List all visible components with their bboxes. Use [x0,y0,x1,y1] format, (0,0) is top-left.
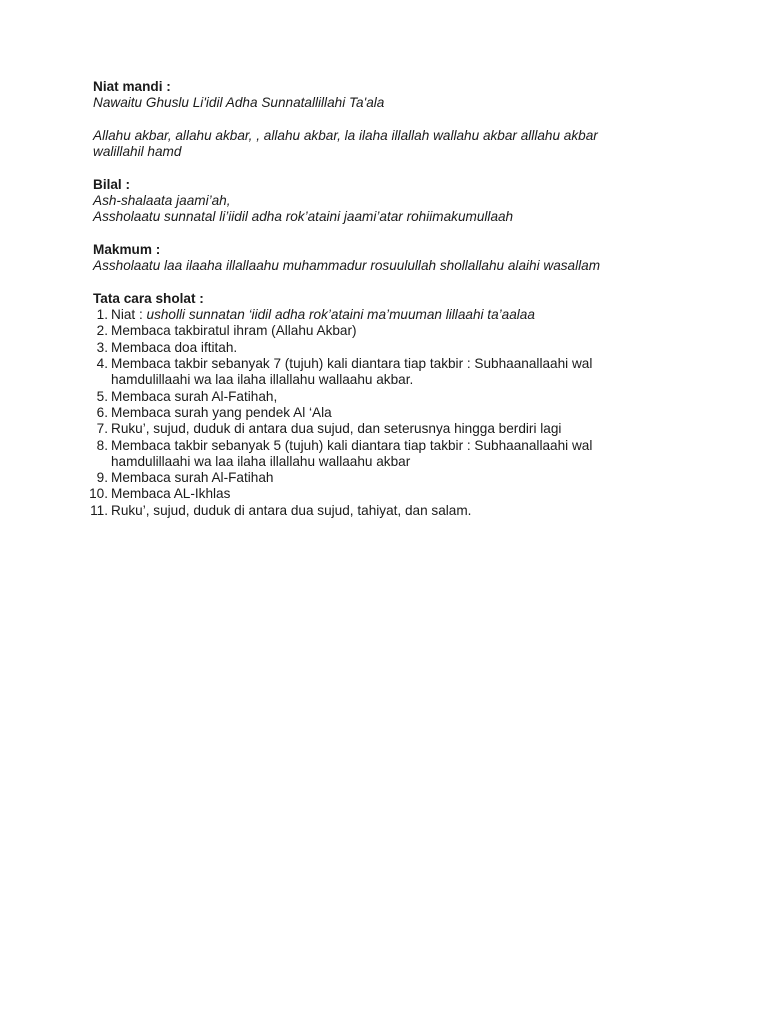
list-item [89,486,693,502]
takbir-line-1: Allahu akbar, allahu akbar, , allahu akbar, la ilaha illallah wallahu akbar alllahu akbar [93,127,598,143]
list-item [93,323,693,339]
tata-cara-heading: Tata cara sholat : [93,290,204,306]
list-item [93,340,693,356]
list-item-text: Ruku’, sujud, duduk di antara dua sujud, dan seterusnya hingga berdiri lagi [111,421,562,437]
niat-mandi-heading: Niat mandi : [93,79,171,94]
document-page [89,79,693,519]
list-item-text: Membaca takbir sebanyak 7 (tujuh) kali diantara tiap takbir : Subhaanallaahi wal [111,356,593,372]
list-item [93,438,693,471]
list-item-number: 5. [96,388,108,404]
takbir-section [93,128,693,161]
tata-cara-list [89,307,693,519]
list-item [93,356,693,389]
list-item-number: 4. [96,356,108,372]
list-item [93,307,693,323]
list-item-number: 2. [96,323,108,339]
list-item-text: usholli sunnatan ‘iidil adha rok’ataini ma’muuman lillaahi ta’aalaa [146,307,535,323]
list-item-text: Membaca surah Al-Fatihah [111,470,274,486]
list-item-text: Membaca surah Al-Fatihah, [111,388,278,404]
takbir-line-2: walillahil hamd [93,144,182,160]
list-item-number: 7. [96,421,108,437]
list-item [93,389,693,405]
list-item [93,405,693,421]
list-item-number: 11. [90,502,108,518]
list-item [90,502,693,519]
bilal-line-1: Ash-shalaata jaami’ah, [93,193,231,209]
list-item-text-continued: hamdulillaahi wa laa ilaha illallahu wallaahu akbar [111,453,411,469]
bilal-line-2: Assholaatu sunnatal li’iidil adha rok’ataini jaami’atar rohiimakumullaah [93,209,514,225]
list-item-text: Ruku’, sujud, duduk di antara dua sujud, tahiyat, dan salam. [111,502,472,518]
niat-mandi-text: Nawaitu Ghuslu Li'idil Adha Sunnatallillahi Ta'ala [93,95,385,111]
list-item-text: Membaca takbiratul ihram (Allahu Akbar) [111,323,357,339]
tata-cara-section [89,290,693,519]
makmum-section [93,242,693,275]
bilal-section [93,177,693,226]
list-item-prefix: Niat : [111,307,147,323]
list-item-number: 1. [96,307,108,323]
list-item-number: 6. [96,404,108,420]
list-item-text-continued: hamdulillaahi wa laa ilaha illallahu wallaahu akbar. [111,372,414,388]
list-item-number: 3. [96,339,108,355]
list-item-text: Membaca AL-Ikhlas [111,486,231,502]
list-item [93,421,693,437]
list-item-text: Membaca takbir sebanyak 5 (tujuh) kali diantara tiap takbir : Subhaanallaahi wal [111,437,593,453]
makmum-heading: Makmum : [93,241,161,257]
list-item-text: Membaca surah yang pendek Al ‘Ala [111,404,332,420]
makmum-text: Assholaatu laa ilaaha illallaahu muhammadur rosuulullah shollallahu alaihi wasallam [93,258,601,274]
bilal-heading: Bilal : [93,176,131,192]
list-item-number: 10. [89,486,108,502]
list-item [93,470,693,486]
niat-mandi-section [93,79,693,112]
list-item-number: 8. [96,437,108,453]
list-item-text: Membaca doa iftitah. [111,339,238,355]
list-item-number: 9. [96,470,108,486]
